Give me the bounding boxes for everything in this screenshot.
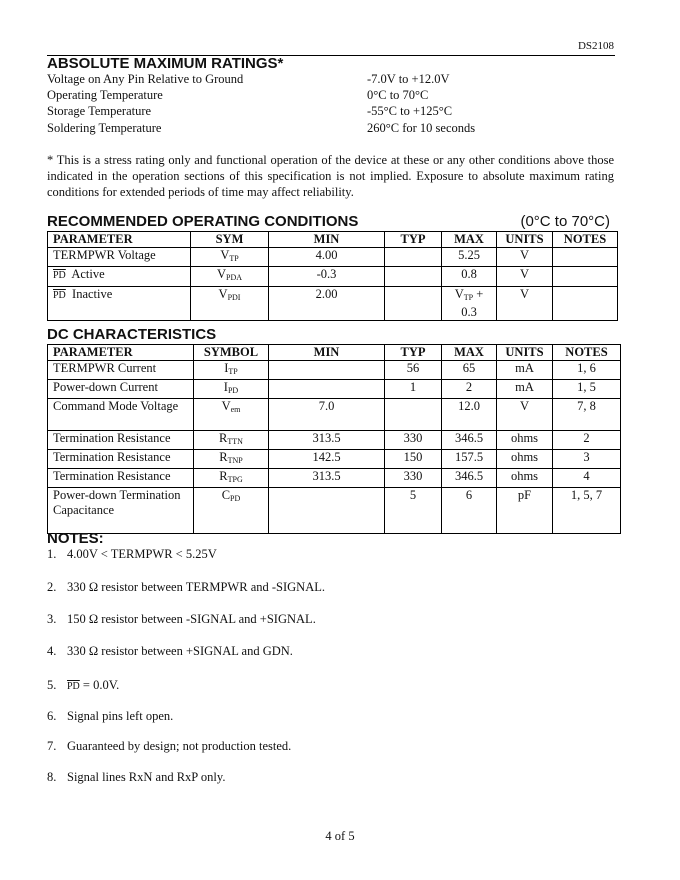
- typ-cell: 56: [385, 361, 442, 380]
- note-item: 6. Signal pins left open.: [47, 709, 174, 723]
- rating-label: Storage Temperature: [47, 104, 152, 118]
- notes-cell: [553, 248, 618, 267]
- min-cell: 2.00: [269, 287, 385, 321]
- dc-title: DC CHARACTERISTICS: [47, 326, 217, 343]
- pd-bar-label: $\overline{PD}$: [53, 290, 66, 301]
- table-row: [48, 399, 621, 431]
- rating-value: -55°C to +125°C: [367, 104, 453, 118]
- symbol-cell: $V_{PDI}$: [191, 287, 269, 321]
- note-item: 1. 4.00V < TERMPWR < 5.25V: [47, 547, 217, 561]
- column-header: UNITS: [497, 345, 553, 361]
- min-cell: 142.5: [269, 450, 385, 469]
- table-row: [48, 469, 621, 488]
- note-item: 2. 330 Ω resistor between TERMPWR and -SIGNAL.: [47, 580, 325, 594]
- units-cell: pF: [497, 488, 553, 534]
- roc-title: RECOMMENDED OPERATING CONDITIONS: [47, 213, 359, 230]
- units-cell: V: [497, 287, 553, 321]
- column-header: TYP: [385, 232, 442, 248]
- rating-label: Soldering Temperature: [47, 121, 162, 135]
- rating-value: -7.0V to +12.0V: [367, 72, 450, 86]
- notes-cell: 3: [553, 450, 621, 469]
- parameter-cell: Command Mode Voltage: [48, 399, 194, 431]
- parameter-cell: [48, 248, 191, 267]
- column-header: NOTES: [553, 232, 618, 248]
- min-cell: -0.3: [269, 267, 385, 287]
- column-header: UNITS: [497, 232, 553, 248]
- parameter-cell: Termination Resistance: [48, 450, 194, 469]
- note-item: 7. Guaranteed by design; not production tested.: [47, 739, 292, 753]
- pd-bar-label: $\overline{PD}$: [53, 270, 66, 281]
- typ-cell: [385, 399, 442, 431]
- symbol-cell: $V_{TP}$: [191, 248, 269, 267]
- max-cell: 346.5: [442, 469, 497, 488]
- units-cell: mA: [497, 380, 553, 399]
- units-cell: V: [497, 248, 553, 267]
- table-row: [48, 488, 621, 534]
- column-header: SYM: [191, 232, 269, 248]
- notes-cell: 1, 5: [553, 380, 621, 399]
- column-header: MIN: [269, 345, 385, 361]
- page-number: 4 of 5: [325, 829, 355, 843]
- parameter: Active: [71, 267, 105, 281]
- units-cell: mA: [497, 361, 553, 380]
- table-row: [48, 267, 618, 287]
- max-cell: 346.5: [442, 431, 497, 450]
- abs-max-title: ABSOLUTE MAXIMUM RATINGS*: [47, 55, 284, 72]
- min-cell: 4.00: [269, 248, 385, 267]
- symbol-cell: $V_{PDA}$: [191, 267, 269, 287]
- min-cell: [269, 361, 385, 380]
- units-cell: V: [497, 399, 553, 431]
- max-cell: 157.5: [442, 450, 497, 469]
- parameter-cell: Termination Resistance: [48, 469, 194, 488]
- symbol-cell: $I_{PD}$: [194, 380, 269, 399]
- stress-footnote: * This is a stress rating only and functional operation of the device at these or any other conditions above those indicated in the operation sections of this specification is not implied. Exposure to absolute maximum rating conditions for extended periods of time may affect reliability.: [47, 153, 614, 199]
- max-cell: 12.0: [442, 399, 497, 431]
- rating-label: Operating Temperature: [47, 88, 163, 102]
- column-header: MAX: [442, 232, 497, 248]
- doc-id: DS2108: [577, 40, 614, 52]
- notes-cell: 1, 5, 7: [553, 488, 621, 534]
- roc-table: [47, 231, 618, 321]
- column-header: PARAMETER: [48, 232, 191, 248]
- units-cell: ohms: [497, 431, 553, 450]
- column-header: MIN: [269, 232, 385, 248]
- units-cell: ohms: [497, 469, 553, 488]
- units-cell: ohms: [497, 450, 553, 469]
- notes-cell: 4: [553, 469, 621, 488]
- max-cell: 65: [442, 361, 497, 380]
- notes-cell: 7, 8: [553, 399, 621, 431]
- typ-cell: [385, 267, 442, 287]
- symbol-cell: $V_{em}$: [194, 399, 269, 431]
- symbol-cell: $R_{TTN}$: [194, 431, 269, 450]
- notes-cell: 2: [553, 431, 621, 450]
- note-item: 8. Signal lines RxN and RxP only.: [47, 770, 226, 784]
- notes-cell: [553, 287, 618, 321]
- min-cell: 7.0: [269, 399, 385, 431]
- typ-cell: 150: [385, 450, 442, 469]
- table-row: [48, 380, 621, 399]
- parameter-cell: Power-down Current: [48, 380, 194, 399]
- units-cell: V: [497, 267, 553, 287]
- typ-cell: 1: [385, 380, 442, 399]
- typ-cell: 330: [385, 431, 442, 450]
- typ-cell: 330: [385, 469, 442, 488]
- symbol-cell: $R_{TNP}$: [194, 450, 269, 469]
- note-item: 5. $\overline{PD} = 0.0V$.: [47, 678, 120, 692]
- max-cell: 6: [442, 488, 497, 534]
- table-row: [48, 450, 621, 469]
- parameter-cell: Termination Resistance: [48, 431, 194, 450]
- notes-cell: 1, 6: [553, 361, 621, 380]
- min-cell: [269, 380, 385, 399]
- rating-value: 260°C for 10 seconds: [367, 121, 476, 135]
- parameter: TERMPWR Voltage: [53, 248, 156, 262]
- parameter-cell: Power-down Termination Capacitance: [48, 488, 194, 534]
- table-row: [48, 287, 618, 321]
- table-row: [48, 431, 621, 450]
- min-cell: 313.5: [269, 469, 385, 488]
- symbol-cell: $C_{PD}$: [194, 488, 269, 534]
- max-cell: 0.8: [442, 267, 497, 287]
- column-header: PARAMETER: [48, 345, 194, 361]
- column-header: NOTES: [553, 345, 621, 361]
- table-row: [48, 248, 618, 267]
- typ-cell: 5: [385, 488, 442, 534]
- parameter-cell: TERMPWR Current: [48, 361, 194, 380]
- table-row: [48, 361, 621, 380]
- dc-table: [47, 344, 621, 534]
- column-header: MAX: [442, 345, 497, 361]
- notes-title: NOTES:: [47, 530, 104, 547]
- symbol-cell: $R_{TPG}$: [194, 469, 269, 488]
- rating-label: Voltage on Any Pin Relative to Ground: [47, 72, 244, 86]
- max-cell: 2: [442, 380, 497, 399]
- min-cell: 313.5: [269, 431, 385, 450]
- notes-cell: [553, 267, 618, 287]
- parameter-cell: [48, 267, 191, 287]
- parameter: Inactive: [72, 287, 113, 301]
- column-header: TYP: [385, 345, 442, 361]
- symbol-cell: $I_{TP}$: [194, 361, 269, 380]
- rating-value: 0°C to 70°C: [367, 88, 429, 102]
- column-header: SYMBOL: [194, 345, 269, 361]
- max-cell: 5.25: [442, 248, 497, 267]
- parameter-cell: [48, 287, 191, 321]
- note-item: 3. 150 Ω resistor between -SIGNAL and +SIGNAL.: [47, 612, 316, 626]
- max-cell: $V_{TP} + 0.3$: [442, 287, 497, 321]
- typ-cell: [385, 287, 442, 321]
- typ-cell: [385, 248, 442, 267]
- note-item: 4. 330 Ω resistor between +SIGNAL and GDN.: [47, 644, 293, 658]
- min-cell: [269, 488, 385, 534]
- roc-temp-range: (0°C to 70°C): [520, 213, 610, 230]
